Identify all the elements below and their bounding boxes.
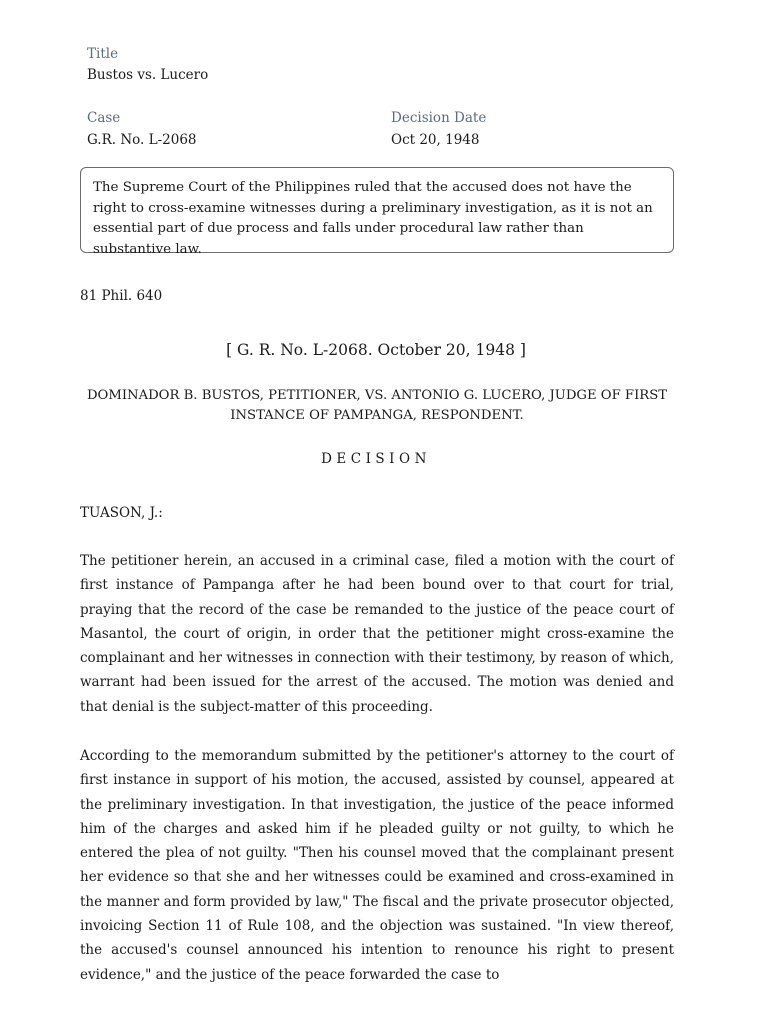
case-value: G.R. No. L-2068	[87, 132, 197, 148]
parties-caption: DOMINADOR B. BUSTOS, PETITIONER, VS. ANTONIO G. LUCERO, JUDGE OF FIRST INSTANCE OF PAMPANGA, RESPONDENT.	[86, 388, 668, 423]
author-justice: TUASON, J.:	[80, 505, 163, 521]
citation: 81 Phil. 640	[80, 288, 163, 304]
decision-date-value: Oct 20, 1948	[391, 132, 480, 148]
title-value: Bustos vs. Lucero	[87, 67, 209, 83]
summary-box: The Supreme Court of the Philippines ruled that the accused does not have the right to cross-examine witnesses during a preliminary investigation, as it is not an essential part of due process and falls under procedural law rather than substantive law.	[80, 167, 674, 253]
title-label: Title	[87, 46, 119, 62]
body-paragraph: The petitioner herein, an accused in a criminal case, filed a motion with the court of first instance of Pampanga after he had been bound over to that court for trial, praying that the record of the case be remanded to the justice of the peace court of Masantol, the court of origin, in order that the petitioner might cross-examine the complainant and her witnesses in connection with their testimony, by reason of which, warrant had been issued for the arrest of the accused. The motion was denied and that denial is the subject-matter of this proceeding.	[80, 553, 674, 715]
decision-heading: DECISION	[321, 451, 431, 467]
decision-date-label: Decision Date	[391, 110, 487, 126]
body-paragraph: According to the memorandum submitted by the petitioner's attorney to the court of first instance in support of his motion, the accused, assisted by counsel, appeared at the preliminary investigation. In that investigation, the justice of the peace informed him of the charges and asked him if he pleaded guilty or not guilty, to which he entered the plea of not guilty. "Then his counsel moved that the complainant present her evidence so that she and her witnesses could be examined and cross-examined in the manner and form provided by law," The fiscal and the private prosecutor objected, invoicing Section 11 of Rule 108, and the objection was sustained. "In view thereof, the accused's counsel announced his intention to renounce his right to present evidence," and the justice of the peace forwarded the case to	[80, 748, 674, 983]
case-header: [ G. R. No. L-2068. October 20, 1948 ]	[226, 341, 526, 359]
case-label: Case	[87, 110, 121, 126]
